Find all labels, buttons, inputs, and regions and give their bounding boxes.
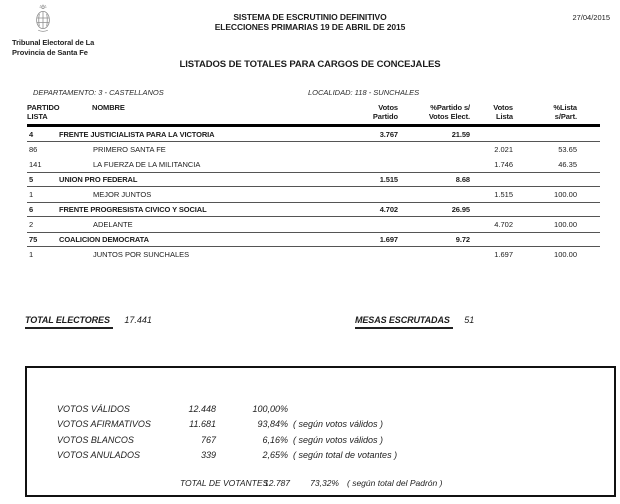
summary-note: ( según total de votantes ): [293, 450, 398, 461]
total-votantes-label: TOTAL DE VOTANTES: [180, 478, 269, 488]
cell-name: PRIMERO SANTA FE: [93, 145, 166, 154]
summary-note: ( según votos válidos ): [293, 419, 384, 430]
localidad-label: LOCALIDAD: 118 - SUNCHALES: [308, 88, 420, 97]
system-title-line1: SISTEMA DE ESCRUTINIO DEFINITIVO: [233, 12, 387, 22]
report-date: 27/04/2015: [572, 13, 610, 22]
summary-label: VOTOS BLANCOS: [57, 434, 134, 445]
cell-pct-lista: 100.00: [554, 190, 577, 199]
cell-name: JUNTOS POR SUNCHALES: [93, 250, 190, 259]
table-header-row: [27, 101, 600, 127]
cell-code: 6: [29, 205, 34, 214]
cell-votos-partido: 1.697: [379, 235, 398, 244]
table-row: [27, 157, 600, 172]
system-title: [0, 12, 620, 32]
summary-label: VOTOS VÁLIDOS: [57, 403, 130, 414]
total-votantes-note: ( según total del Padrón ): [347, 478, 443, 488]
table-row: [27, 172, 600, 187]
votes-summary-rows: [27, 368, 614, 463]
summary-row: [57, 448, 614, 464]
report-title: LISTADOS DE TOTALES PARA CARGOS DE CONCEJALES: [179, 59, 441, 70]
cell-votos-partido: 1.515: [379, 175, 398, 184]
results-table: [27, 101, 600, 262]
cell-code: 86: [29, 145, 38, 154]
summary-pct: 2,65%: [262, 450, 288, 461]
summary-note: ( según votos válidos ): [293, 434, 384, 445]
departamento-label: DEPARTAMENTO: 3 - CASTELLANOS: [33, 88, 164, 97]
cell-code: 4: [29, 129, 34, 139]
mesas-escrutadas: [355, 315, 474, 329]
summary-value: 11.681: [189, 419, 216, 430]
table-row: [27, 232, 600, 247]
total-electores-value: 17.441: [124, 315, 152, 325]
table-row: [27, 187, 600, 202]
table-row: [27, 127, 600, 142]
cell-pct-partido: 8.68: [455, 175, 470, 184]
table-row: [27, 202, 600, 217]
summary-row: [57, 432, 614, 448]
summary-row: [57, 417, 614, 433]
cell-name: FRENTE JUSTICIALISTA PARA LA VICTORIA: [59, 129, 215, 139]
summary-pct: 6,16%: [262, 434, 288, 445]
header-votos-lista: Votos Lista: [493, 103, 513, 121]
header-pct-lista: %Lista s/Part.: [553, 103, 577, 121]
cell-pct-partido: 26.95: [451, 205, 470, 214]
cell-name: LA FUERZA DE LA MILITANCIA: [93, 160, 201, 169]
total-votantes-pct: 73,32%: [310, 478, 339, 488]
cell-pct-lista: 53.65: [558, 145, 577, 154]
cell-pct-partido: 9.72: [455, 235, 470, 244]
table-row: [27, 142, 600, 157]
cell-code: 1: [29, 250, 34, 259]
votes-summary-box: [25, 366, 616, 497]
cell-votos-partido: 4.702: [379, 205, 398, 214]
cell-votos-lista: 1.746: [494, 160, 513, 169]
cell-pct-lista: 46.35: [558, 160, 577, 169]
cell-pct-lista: 100.00: [554, 250, 577, 259]
header-partido-lista: PARTIDO LISTA: [27, 103, 60, 121]
summary-pct: 100,00%: [252, 403, 288, 414]
total-votantes-value: 12.787: [264, 478, 290, 488]
cell-code: 5: [29, 175, 34, 184]
total-votantes-row: [27, 478, 614, 490]
mesas-escrutadas-label: MESAS ESCRUTADAS: [355, 315, 453, 329]
org-name-line1: Tribunal Electoral de La: [12, 38, 95, 47]
cell-code: 141: [29, 160, 42, 169]
cell-votos-lista: 4.702: [494, 220, 513, 229]
cell-code: 2: [29, 220, 34, 229]
summary-value: 12.448: [188, 403, 216, 414]
cell-name: FRENTE PROGRESISTA CIVICO Y SOCIAL: [59, 205, 207, 214]
cell-name: UNION PRO FEDERAL: [59, 175, 138, 184]
cell-votos-lista: 1.697: [494, 250, 513, 259]
summary-label: VOTOS AFIRMATIVOS: [57, 419, 151, 430]
cell-name: COALICION DEMOCRATA: [59, 235, 149, 244]
cell-name: MEJOR JUNTOS: [93, 190, 152, 199]
header-votos-partido: Votos Partido: [372, 103, 398, 121]
system-title-line2: ELECCIONES PRIMARIAS 19 DE ABRIL DE 2015: [214, 22, 406, 32]
summary-label: VOTOS ANULADOS: [57, 450, 141, 461]
table-row: [27, 247, 600, 262]
summary-value: 339: [200, 450, 216, 461]
cell-pct-partido: 21.59: [451, 129, 470, 139]
cell-pct-lista: 100.00: [554, 220, 577, 229]
org-name-line2: Provincia de Santa Fe: [12, 47, 88, 57]
header-nombre: NOMBRE: [92, 103, 125, 112]
summary-value: 767: [200, 434, 216, 445]
summary-pct: 93,84%: [257, 419, 288, 430]
cell-name: ADELANTE: [93, 220, 133, 229]
total-electores-label: TOTAL ELECTORES: [25, 315, 113, 329]
org-name: [12, 38, 94, 57]
cell-votos-lista: 1.515: [494, 190, 513, 199]
mesas-escrutadas-value: 51: [464, 315, 475, 325]
summary-row: [57, 401, 614, 417]
total-electores: [25, 315, 152, 329]
table-row: [27, 217, 600, 232]
cell-code: 75: [29, 235, 38, 244]
cell-code: 1: [29, 190, 34, 199]
header-pct-partido: %Partido s/ Votos Elect.: [428, 103, 470, 121]
cell-votos-lista: 2.021: [494, 145, 513, 154]
cell-votos-partido: 3.767: [379, 129, 398, 139]
